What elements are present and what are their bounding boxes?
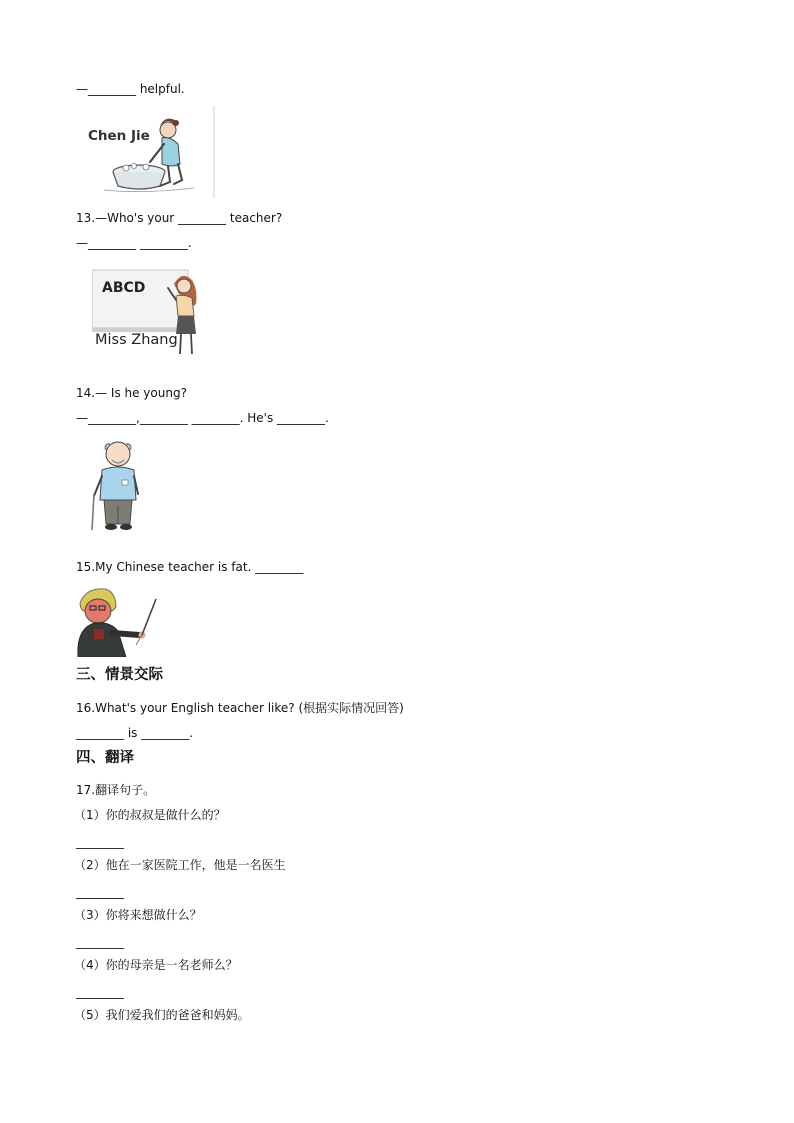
q14-question: 14.— Is he young?	[76, 386, 187, 400]
old-man-with-cane-icon	[84, 436, 154, 532]
teacher-at-blackboard-icon	[92, 266, 208, 360]
q13-answer-line: —________ ________.	[76, 236, 192, 250]
section-heading-3: 三、情景交际	[76, 667, 163, 683]
q13-question: 13.—Who's your ________ teacher?	[76, 211, 283, 225]
q17-item-2: （2）他在一家医院工作，他是一名医生	[74, 858, 286, 872]
q16-answer-line: ________ is ________.	[76, 726, 194, 740]
chenjie-label: Chen Jie	[88, 128, 150, 144]
q17-question: 17.翻译句子。	[76, 783, 156, 797]
q17-item-4-blank: ________	[76, 985, 124, 999]
q17-item-4: （4）你的母亲是一名老师么？	[74, 958, 238, 972]
board-text: ABCD	[102, 280, 146, 296]
misszhang-label: Miss Zhang	[95, 332, 178, 348]
q17-item-1: （1）你的叔叔是做什么的？	[74, 808, 226, 822]
q15-question: 15.My Chinese teacher is fat. ________	[76, 560, 304, 574]
q17-item-1-blank: ________	[76, 835, 124, 849]
q17-item-2-blank: ________	[76, 885, 124, 899]
fat-teacher-with-pointer-icon	[76, 585, 160, 657]
q17-item-3-blank: ________	[76, 935, 124, 949]
girl-washing-clothes-icon	[84, 106, 216, 198]
q16-question: 16.What's your English teacher like? (根据实际情况回答)	[76, 701, 404, 715]
q17-item-5: （5）我们爱我们的爸爸和妈妈。	[74, 1008, 250, 1022]
q14-answer-line: —________,________ ________. He's ________.	[76, 411, 329, 425]
q12-answer-line: —________ helpful.	[76, 82, 185, 96]
q17-item-3: （3）你将来想做什么？	[74, 908, 202, 922]
section-heading-4: 四、翻译	[76, 750, 134, 766]
